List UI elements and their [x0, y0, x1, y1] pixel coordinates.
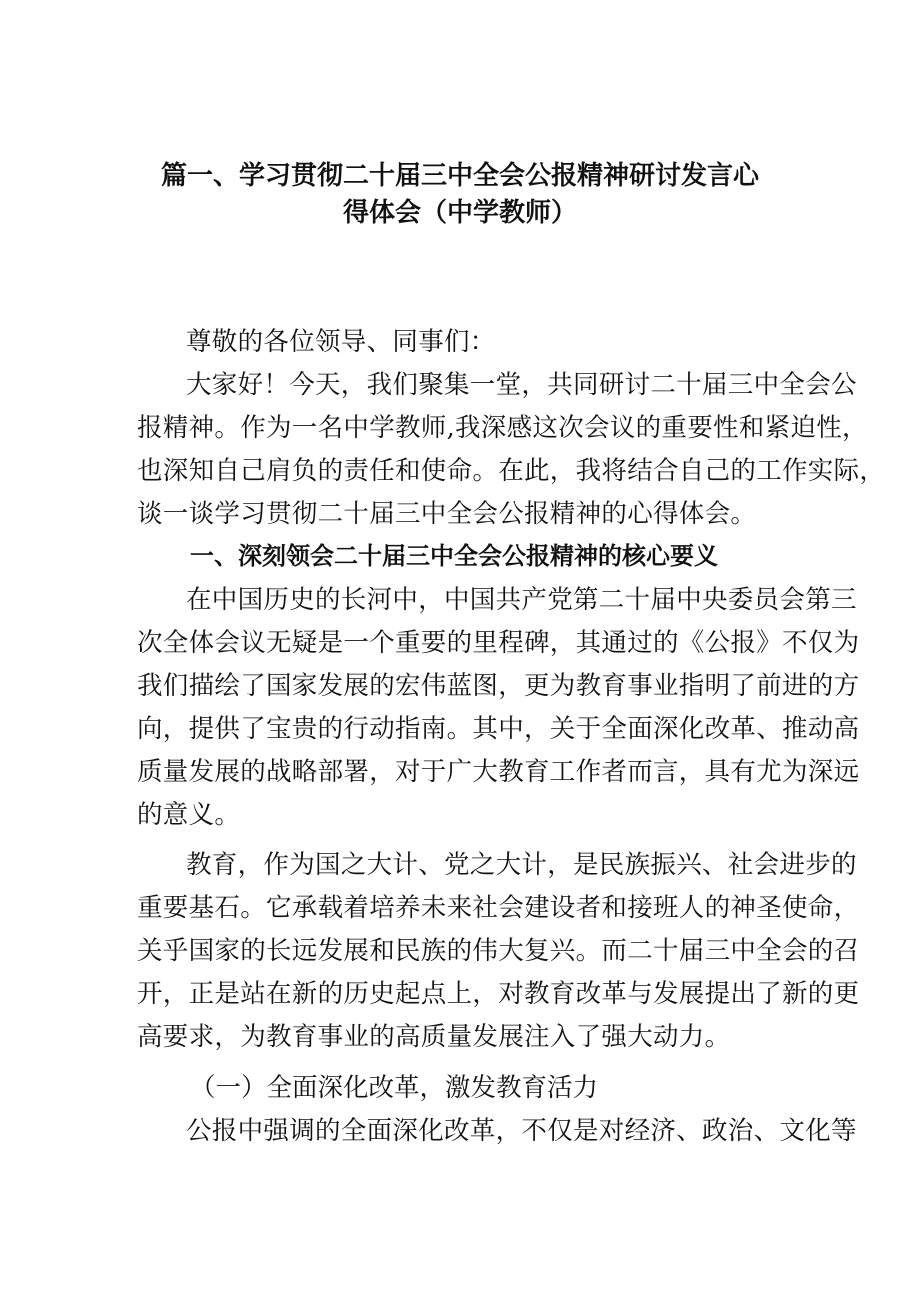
para1-line-2: 次全体会议无疑是一个重要的里程碑，其通过的《公报》不仅为: [137, 628, 860, 658]
para3-line-1: 公报中强调的全面深化改革，不仅是对经济、政治、文化等: [186, 1116, 857, 1146]
para1-line-3: 我们描绘了国家发展的宏伟蓝图，更为教育事业指明了前进的方: [137, 671, 860, 701]
document-title-line-1: 篇一、学习贯彻二十届三中全会公报精神研讨发言心: [160, 161, 759, 191]
subsection-1-heading: （一）全面深化改革，激发教育活力: [190, 1073, 599, 1103]
document-title-line-2: 得体会（中学教师）: [342, 198, 577, 228]
intro-line-4: 谈一谈学习贯彻二十届三中全会公报精神的心得体会。: [137, 499, 757, 529]
para2-line-5: 高要求，为教育事业的高质量发展注入了强大动力。: [137, 1022, 731, 1052]
para2-line-1: 教育，作为国之大计、党之大计，是民族振兴、社会进步的: [186, 850, 857, 880]
para1-line-5: 质量发展的战略部署，对于广大教育工作者而言，具有尤为深远: [137, 757, 860, 787]
intro-line-2: 报精神。作为一名中学教师,我深感这次会议的重要性和紧迫性，: [137, 413, 868, 443]
para2-line-4: 开，正是站在新的历史起点上，对教育改革与发展提出了新的更: [137, 979, 860, 1009]
intro-line-1: 大家好！今天，我们聚集一堂，共同研讨二十届三中全会公: [186, 370, 857, 400]
para2-line-3: 关乎国家的长远发展和民族的伟大复兴。而二十届三中全会的召: [137, 936, 860, 966]
section-1-heading: 一、深刻领会二十届三中全会公报精神的核心要义: [190, 542, 718, 570]
para1-line-1: 在中国历史的长河中，中国共产党第二十届中央委员会第三: [186, 585, 857, 615]
para1-line-4: 向，提供了宝贵的行动指南。其中，关于全面深化改革、推动高: [137, 714, 860, 744]
para2-line-2: 重要基石。它承载着培养未来社会建设者和接班人的神圣使命，: [137, 893, 860, 923]
salutation: 尊敬的各位领导、同事们：: [186, 327, 496, 357]
intro-line-3: 也深知自己肩负的责任和使命。在此，我将结合自己的工作实际，: [137, 456, 886, 486]
para1-line-6: 的意义。: [137, 800, 241, 830]
